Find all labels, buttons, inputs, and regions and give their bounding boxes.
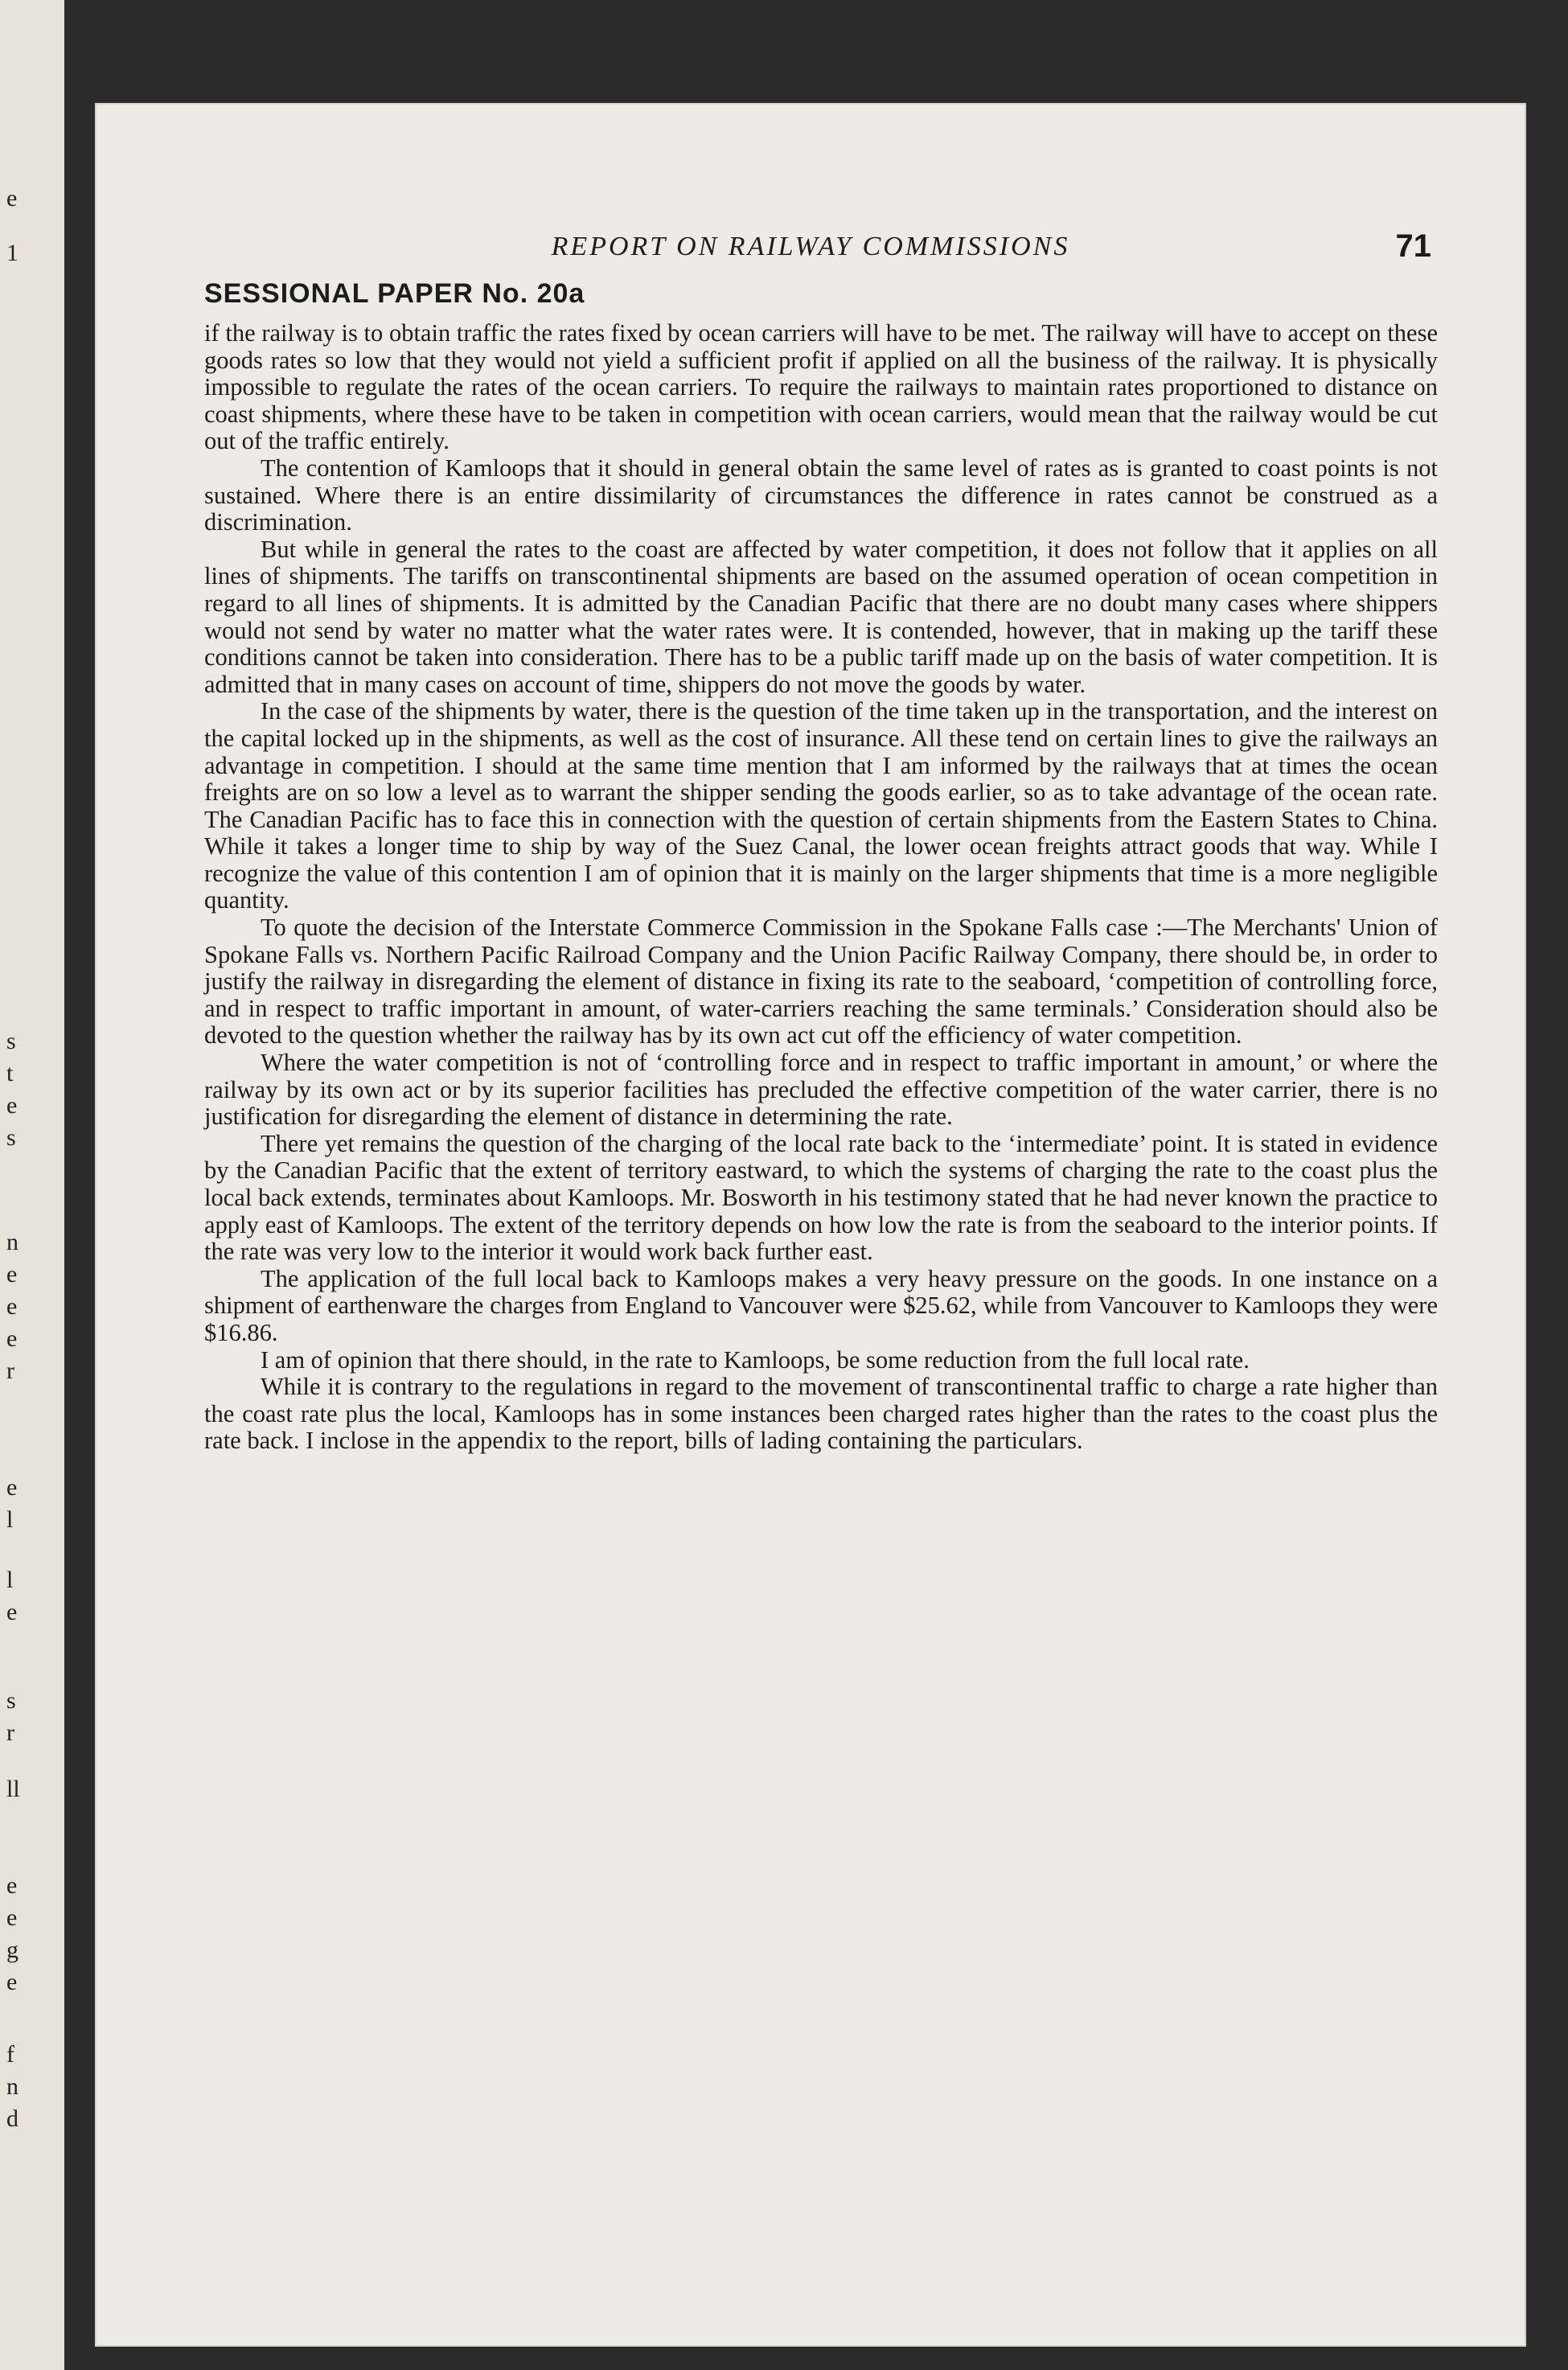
paragraph: I am of opinion that there should, in the rate to Kamloops, be some reduction from the full local rate. (261, 1345, 1250, 1374)
page-number: 71 (1395, 228, 1431, 264)
margin-fragment: s (6, 1687, 16, 1714)
margin-fragment: n (6, 2073, 18, 2100)
paragraph: Where the water competition is not of ‘controlling force and in respect to traffic important in amount,’ or where the railway by its own act or by its superior facilities has precluded the effective competition of the water carrier, there is no justification for disregarding the element of distance in determining the rate. (204, 1049, 1438, 1131)
margin-fragment: e (6, 1904, 18, 1931)
margin-fragment: e (6, 185, 18, 212)
paragraph: The contention of Kamloops that it should in general obtain the same level of rates as is granted to coast points is not sustained. Where there is an entire dissimilarity of circumstances the difference in rates cannot be construed as a discrimination. (204, 454, 1438, 536)
sessional-paper-label: SESSIONAL PAPER No. 20a (204, 278, 585, 309)
margin-fragment: l (6, 1567, 14, 1593)
margin-fragment: e (6, 1092, 18, 1119)
margin-fragment: e (6, 1969, 18, 1995)
running-title: REPORT ON RAILWAY COMMISSIONS (551, 232, 1070, 261)
margin-fragment: e (6, 1293, 18, 1320)
margin-fragment: e (6, 1325, 18, 1352)
margin-fragment: r (6, 1719, 14, 1746)
paragraph: But while in general the rates to the coast are affected by water competition, it does not follow that it applies on all lines of shipments. The tariffs on transcontinental shipments are based on the assumed operation of ocean competition in regard to all lines of shipments. It is admitted by the Canadian Pacific that there are no doubt many cases where shippers would not send by water no matter what the water rates were. It is contended, however, that in making up the tariff these conditions cannot be taken into consideration. There has to be a public tariff made up on the basis of water competition. It is admitted that in many cases on account of time, shippers do not move the goods by water. (204, 535, 1438, 698)
margin-fragment: f (6, 2041, 14, 2068)
document-page (95, 103, 1526, 2347)
paragraph: There yet remains the question of the charging of the local rate back to the ‘intermediate’ point. It is stated in evidence by the Canadian Pacific that the extent of territory eastward, to which the systems of charging the rate to the coast plus the local back extends, terminates about Kamloops. Mr. Bosworth in his testimony stated that he had never known the practice to apply east of Kamloops. The extent of the territory depends on how low the rate is from the seaboard to the interior points. If the rate was very low to the interior it would work back further east. (204, 1129, 1438, 1266)
paragraph: While it is contrary to the regulations in regard to the movement of transcontinental traffic to charge a rate higher than the coast rate plus the local, Kamloops has in some instances been charged rates higher than the rates to the coast plus the rate back. I inclose in the appendix to the report, bills of lading containing the particulars. (204, 1373, 1438, 1455)
margin-fragment: s (6, 1028, 16, 1054)
page-header (95, 228, 1526, 280)
margin-fragment: ll (6, 1776, 20, 1802)
margin-fragment: e (6, 1474, 18, 1501)
margin-fragment: 1 (6, 240, 18, 266)
margin-fragment: l (6, 1506, 14, 1533)
paragraph: In the case of the shipments by water, there is the question of the time taken up in the transportation, and the interest on the capital locked up in the shipments, as well as the cost of insurance. All these tend on certain lines to give the railways an advantage in competition. I should at the same time mention that I am informed by the railways that at times the ocean freights are on so low a level as to warrant the shipper sending the goods earlier, so as to take advantage of the ocean rate. The Canadian Pacific has to face this in connection with the question of certain shipments from the Eastern States to China. While it takes a longer time to ship by way of the Suez Canal, the lower ocean freights attract goods that way. While I recognize the value of this contention I am of opinion that it is mainly on the larger shipments that time is a more negligible quantity. (204, 697, 1438, 914)
margin-fragment: s (6, 1124, 16, 1151)
paragraph: The application of the full local back to Kamloops makes a very heavy pressure on the goods. In one instance on a shipment of earthenware the charges from England to Vancouver were $25.62, while from Vancouver to Kamloops they were $16.86. (204, 1264, 1438, 1346)
margin-fragment: d (6, 2105, 18, 2132)
margin-fragment: t (6, 1060, 14, 1086)
margin-fragment: e (6, 1261, 18, 1288)
paragraph: if the railway is to obtain traffic the rates fixed by ocean carriers will have to be met. The railway will have to accept on these goods rates so low that they would not yield a sufficient profit if applied on all the business of the railway. It is physically impossible to regulate the rates of the ocean carriers. To require the railways to maintain rates proportioned to distance on coast shipments, where these have to be taken in competition with ocean carriers, would mean that the railway would be cut out of the traffic entirely. (204, 319, 1438, 455)
margin-fragment: g (6, 1937, 18, 1963)
paragraph: To quote the decision of the Interstate Commerce Commission in the Spokane Falls case :—The Merchants' Union of Spokane Falls vs. Northern Pacific Railroad Company and the Union Pacific Railway Company, there should be, in order to justify the railway in disregarding the element of distance in fixing its rate to the seaboard, ‘competition of controlling force, and in respect to traffic important in amount, of water-carriers reaching the same terminals.’ Consideration should also be devoted to the question whether the railway has by its own act cut off the efficiency of water competition. (204, 914, 1438, 1049)
margin-fragment: e (6, 1872, 18, 1899)
margin-fragment: n (6, 1229, 18, 1255)
margin-fragment: e (6, 1599, 18, 1625)
adjacent-page-margin (0, 0, 64, 2370)
body-text (204, 320, 1438, 1455)
margin-fragment: r (6, 1358, 14, 1384)
